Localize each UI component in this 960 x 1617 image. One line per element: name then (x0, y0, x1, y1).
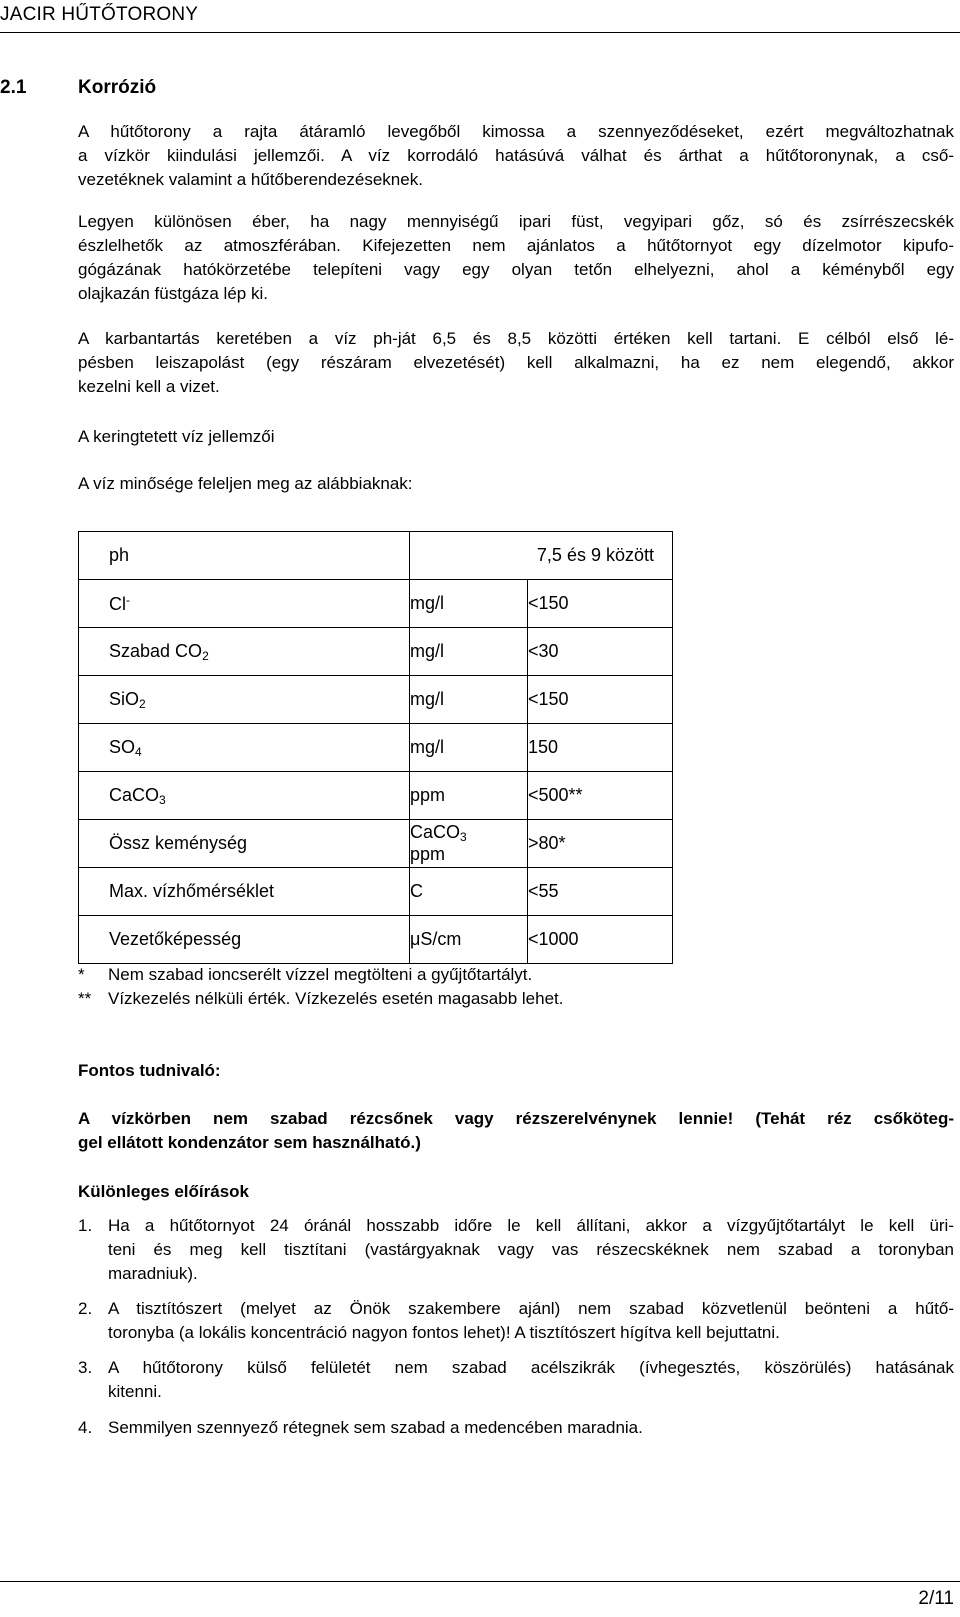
cell-unit-text: μS/cm (410, 929, 462, 949)
table-row (79, 580, 673, 628)
table-cell-value: 7,5 és 9 között (410, 532, 673, 580)
list-item (78, 1416, 954, 1440)
table-cell-name (79, 916, 410, 964)
table-cell-value: <55 (528, 868, 673, 916)
cell-superscript: - (126, 592, 130, 607)
table-cell-unit (410, 580, 528, 628)
paragraph-4: A keringtetett víz jellemzői (78, 427, 275, 446)
text-line: A hűtőtorony a rajta átáramló levegőből kimossa a szennyeződéseket, ezért megváltozhatnak (78, 122, 954, 141)
paragraph-2 (78, 210, 954, 306)
table-row (79, 628, 673, 676)
text-line: kitenni. (108, 1382, 162, 1401)
text-line: maradniuk). (108, 1264, 198, 1283)
table-cell-name (79, 724, 410, 772)
table-cell-name (79, 772, 410, 820)
table-cell-name (79, 676, 410, 724)
page-number: 2/11 (918, 1588, 954, 1609)
text-line: gógázának hatókörzetébe telepíteni vagy egy olyan tetőn elhelyezni, ahol a kéményből egy (78, 260, 954, 279)
text-line: Legyen különösen éber, ha nagy mennyiségű ipari füst, vegyipari gőz, só és zsírrészecskék (78, 212, 954, 231)
footer-rule (0, 1581, 960, 1582)
paragraph-5: A víz minősége feleljen meg az alábbiaknak: (78, 474, 413, 493)
cell-name-text: SiO (109, 688, 140, 709)
paragraph-1 (78, 120, 954, 192)
note-mark: * (78, 965, 85, 984)
cell-subscript: 2 (139, 696, 146, 711)
cell-name-text: Max. vízhőmérséklet (109, 881, 275, 901)
text-line: olajkazán füstgáza lép ki. (78, 284, 268, 303)
table-cell-value: <30 (528, 628, 673, 676)
paragraph-3 (78, 327, 954, 399)
page-header-title: JACIR HŰTŐTORONY (0, 4, 199, 25)
text-line: kezelni kell a vizet. (78, 377, 220, 396)
table-cell-name: ph (79, 532, 410, 580)
table-cell-value: <1000 (528, 916, 673, 964)
table-cell-name (79, 868, 410, 916)
table-cell-name (79, 820, 410, 868)
table-row (79, 868, 673, 916)
cell-unit-text: mg/l (410, 689, 445, 709)
cell-subscript: 2 (202, 648, 209, 663)
cell-subscript: 4 (135, 744, 142, 759)
cell-subscript: 3 (159, 792, 166, 807)
text-line: A hűtőtorony külső felületét nem szabad acélszikrák (ívhegesztés, köszörülés) hatásának (108, 1358, 954, 1377)
table-cell-unit (410, 868, 528, 916)
cell-name-text: Vezetőképesség (109, 929, 242, 949)
list-item (78, 1297, 954, 1345)
text-line: A karbantartás keretében a víz ph-ját 6,5 és 8,5 közötti értéken kell tartani. E célból első lé- (78, 329, 954, 348)
cell-name-text: CaCO (109, 784, 160, 805)
note-text: Nem szabad ioncserélt vízzel megtölteni a gyűjtőtartályt. (108, 965, 533, 984)
table-cell-unit (410, 676, 528, 724)
section-number: 2.1 (0, 77, 27, 98)
text-line: Ha a hűtőtornyot 24 óránál hosszabb időre le kell állítani, akkor a vízgyűjtőtartályt le kell üri- (108, 1216, 954, 1235)
cell-unit-text: C (410, 881, 423, 901)
list-number: 2. (78, 1299, 93, 1318)
text-line: toronyba (a lokális koncentráció nagyon fontos lehet)! A tisztítószert hígítva kell bejuttatni. (108, 1323, 780, 1342)
table-row (79, 772, 673, 820)
list-item (78, 1356, 954, 1404)
table-row (79, 676, 673, 724)
table-cell-value: >80* (528, 820, 673, 868)
table-row (79, 916, 673, 964)
section-title: Korrózió (78, 77, 157, 98)
table-cell-unit (410, 628, 528, 676)
text-line: A tisztítószert (melyet az Önök szakembere ajánl) nem szabad közvetlenül beönteni a hűtő- (108, 1299, 954, 1318)
water-quality-table (78, 531, 673, 964)
text-line: pésben leiszapolást (egy részáram elvezetését) kell alkalmazni, ha ez nem elegendő, akkor (78, 353, 954, 372)
table-cell-name (79, 580, 410, 628)
list-item (78, 1214, 954, 1286)
table-cell-unit (410, 772, 528, 820)
note-mark: ** (78, 989, 92, 1008)
header-rule (0, 32, 960, 33)
text-line: vezetéknek valamint a hűtőberendezéseknek. (78, 170, 423, 189)
important-heading: Fontos tudnivaló: (78, 1061, 221, 1080)
cell-name-text: Össz keménység (109, 833, 248, 853)
special-heading: Különleges előírások (78, 1182, 249, 1201)
list-number: 3. (78, 1358, 93, 1377)
text-line: teni és meg kell tisztítani (vastárgyaknak vagy vas részecskéknek nem szabad a toronyban (108, 1240, 954, 1259)
table-cell-value: <150 (528, 676, 673, 724)
section-heading (0, 77, 156, 99)
table-cell-unit (410, 916, 528, 964)
table-cell-unit (410, 820, 528, 868)
table-row (79, 532, 673, 580)
cell-name-text: Szabad CO (109, 640, 203, 661)
cell-unit-text: mg/l (410, 641, 445, 661)
table-row (79, 820, 673, 868)
list-number: 4. (78, 1418, 93, 1437)
cell-unit-text: mg/l (410, 593, 445, 613)
cell-unit-text: mg/l (410, 737, 445, 757)
text-line: A vízkörben nem szabad rézcsőnek vagy rézszerelvénynek lennie! (Tehát réz csőköteg- (78, 1109, 954, 1128)
table-row (79, 724, 673, 772)
text-line: gel ellátott kondenzátor sem használható.) (78, 1133, 421, 1152)
table-cell-name (79, 628, 410, 676)
cell-unit-text: ppm (410, 785, 446, 805)
cell-unit-second-line: ppm (410, 844, 446, 864)
cell-name-text: SO (109, 736, 136, 757)
cell-unit-subscript: 3 (460, 830, 467, 844)
text-line: a vízkör kiindulási jellemzői. A víz korrodáló hatásúvá válhat és árthat a hűtőtoronynak, a cső- (78, 146, 954, 165)
important-text (78, 1107, 954, 1155)
list-number: 1. (78, 1216, 93, 1235)
table-cell-value: 150 (528, 724, 673, 772)
table-cell-unit (410, 724, 528, 772)
text-line: észlelhetők az atmoszférában. Kifejezetten nem ajánlatos a hűtőtornyot egy dízelmotor kipufo- (78, 236, 954, 255)
cell-unit-text: CaCO (410, 822, 461, 842)
table-cell-value: <150 (528, 580, 673, 628)
text-line: Semmilyen szennyező rétegnek sem szabad a medencében maradnia. (108, 1418, 643, 1437)
cell-name-text: Cl (109, 593, 126, 614)
table-cell-value: <500** (528, 772, 673, 820)
note-text: Vízkezelés nélküli érték. Vízkezelés esetén magasabb lehet. (108, 989, 564, 1008)
